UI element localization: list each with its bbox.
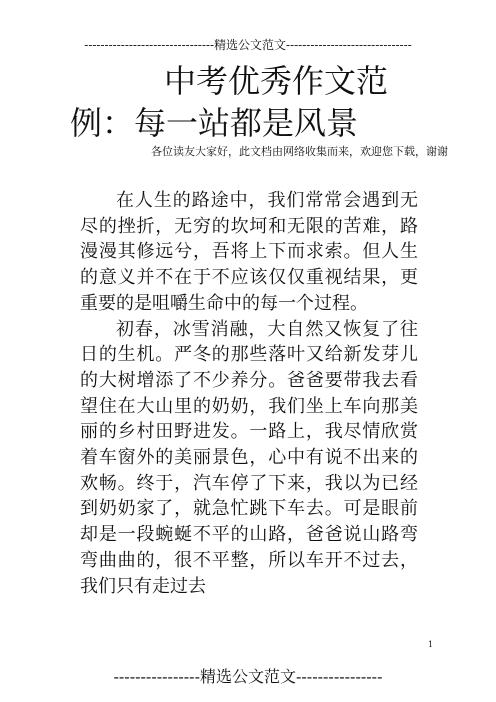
greeting-line: 各位读友大家好，此文档由网络收集而来，欢迎您下载，谢谢 (151, 145, 448, 158)
page-header: --------------------------------精选公文范文------------------------------- (84, 38, 412, 52)
document-title: 中考优秀作文范例：每一站都是风景 (70, 62, 389, 142)
paragraph: 在人生的路途中，我们常常会遇到无尽的挫折，无穷的坎坷和无限的苦难，路漫漫其修远兮，吾将上下而求索。但人生的意义并不在于不应该仅仅重视结果，更重要的是咀嚼生命中的每一个过程。 (80, 190, 418, 314)
paragraph: 初春，冰雪消融，大自然又恢复了往日的生机。严冬的那些落叶又给新发芽儿的大树增添了不少养分。爸爸要带我去看望住在大山里的奶奶，我们坐上车向那美丽的乡村田野进发。一路上，我尽情欣赏着车窗外的美丽景色，心中有说不出来的欢畅。终于，汽车停了下来，我以为已经到奶奶家了，就急忙跳下车去。可是眼前却是一段蜿蜒不平的山路，爸爸说山路弯弯曲曲的，很不平整，所以车开不过去，我们只有走过去 (80, 318, 418, 597)
body-text (80, 188, 418, 599)
page-footer: ----------------精选公文范文---------------- (113, 667, 383, 686)
page-number: 1 (428, 640, 434, 649)
